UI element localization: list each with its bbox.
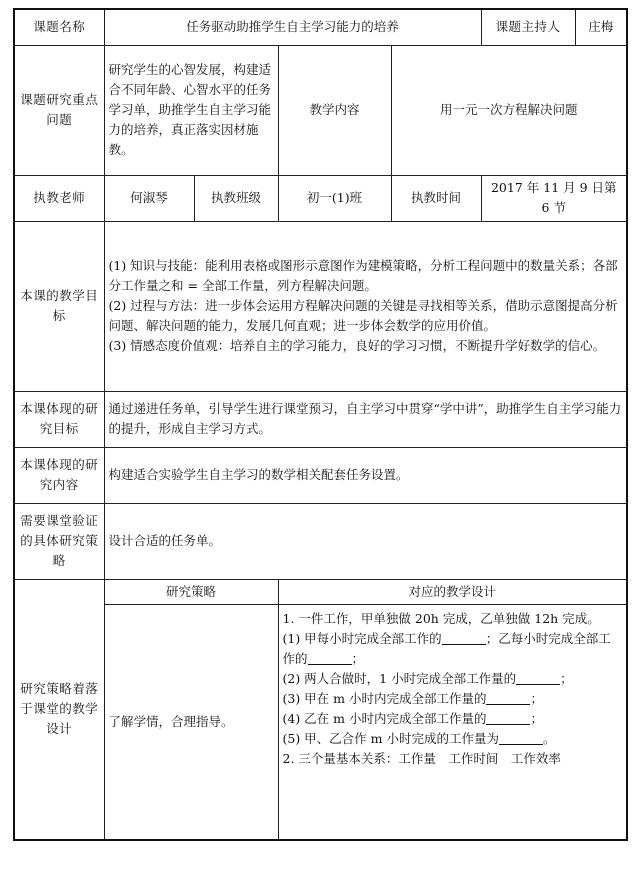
focus-value: 研究学生的心智发展，构建适合不同年龄、心智水平的任务学习单，助推学生自主学习能力的培养，真正落实因材施教。 xyxy=(104,45,278,175)
topic-name-value: 任务驱动助推学生自主学习能力的培养 xyxy=(104,9,481,45)
row-research-content xyxy=(14,447,627,503)
row-implementation-header xyxy=(14,579,627,604)
host-label: 课题主持人 xyxy=(481,9,575,45)
research-content-label: 本课体现的研究内容 xyxy=(14,447,104,503)
row-focus xyxy=(14,45,627,175)
focus-label: 课题研究重点问题 xyxy=(14,45,104,175)
time-value: 2017 年 11 月 9 日第 6 节 xyxy=(481,175,627,221)
row-topic xyxy=(14,9,627,45)
answer-blank xyxy=(486,710,530,725)
strategy-cell: 了解学情，合理指导。 xyxy=(104,604,278,840)
col-design-header: 对应的教学设计 xyxy=(278,579,627,604)
lesson-plan-table xyxy=(13,8,628,841)
answer-blank xyxy=(442,630,486,645)
goal-item: (2) 过程与方法：进一步体会运用方程解决问题的关键是寻找相等关系，借助示意图提高分析问题、解决问题的能力，发展几何直观；进一步体会数学的应用价值。 xyxy=(108,298,618,333)
question-4: (4) 乙在 m 小时内完成全部工作量的 ； xyxy=(282,710,543,726)
col-strategy-header: 研究策略 xyxy=(104,579,278,604)
time-label: 执教时间 xyxy=(391,175,481,221)
row-implementation-body xyxy=(14,604,627,840)
goal-item: (1) 知识与技能：能利用表格或图形示意图作为建模策略，分析工程问题中的数量关系；各部分工作量之和 = 全部工作量，列方程解决问题。 xyxy=(108,258,618,293)
content-label: 教学内容 xyxy=(278,45,391,175)
goals-label: 本课的教学目标 xyxy=(14,221,104,391)
question-3: (3) 甲在 m 小时内完成全部工作量的 ； xyxy=(282,690,543,706)
class-value: 初一(1)班 xyxy=(278,175,391,221)
goal-item: (3) 情感态度价值观：培养自主的学习能力，良好的学习习惯，不断提升学好数学的信心。 xyxy=(108,338,606,353)
research-goal-label: 本课体现的研究目标 xyxy=(14,391,104,447)
research-goal-value: 通过递进任务单，引导学生进行课堂预习，自主学习中贯穿“学中讲”，助推学生自主学习能力的提升，形成自主学习方式。 xyxy=(104,391,627,447)
question-5: (5) 甲、乙合作 m 小时完成的工作量为 。 xyxy=(282,730,556,746)
row-goals xyxy=(14,221,627,391)
relation-line: 2. 三个量基本关系：工作量 工作时间 工作效率 xyxy=(282,750,561,766)
design-cell xyxy=(278,604,627,840)
content-value: 用一元一次方程解决问题 xyxy=(391,45,627,175)
answer-blank xyxy=(308,650,352,665)
host-value: 庄梅 xyxy=(575,9,627,45)
teacher-value: 何淑琴 xyxy=(104,175,194,221)
answer-blank xyxy=(486,690,530,705)
topic-name-label: 课题名称 xyxy=(14,9,104,45)
implementation-label: 研究策略着落于课堂的教学设计 xyxy=(14,579,104,840)
answer-blank xyxy=(499,730,543,745)
class-label: 执教班级 xyxy=(194,175,278,221)
row-strategy xyxy=(14,503,627,579)
design-intro: 1. 一件工作，甲单独做 20h 完成，乙单独做 12h 完成。 xyxy=(282,610,600,626)
teacher-label: 执教老师 xyxy=(14,175,104,221)
strategy-value: 设计合适的任务单。 xyxy=(104,503,627,579)
answer-blank xyxy=(516,670,560,685)
question-1: (1) 甲每小时完成全部工作的 ；乙每小时完成全部工作的 ； xyxy=(282,630,611,666)
row-research-goal xyxy=(14,391,627,447)
goals-content xyxy=(104,221,627,391)
row-teacher xyxy=(14,175,627,221)
research-content-value: 构建适合实验学生自主学习的数学相关配套任务设置。 xyxy=(104,447,627,503)
question-2: (2) 两人合做时，1 小时完成全部工作量的 ； xyxy=(282,670,573,686)
strategy-label: 需要课堂验证的具体研究策略 xyxy=(14,503,104,579)
